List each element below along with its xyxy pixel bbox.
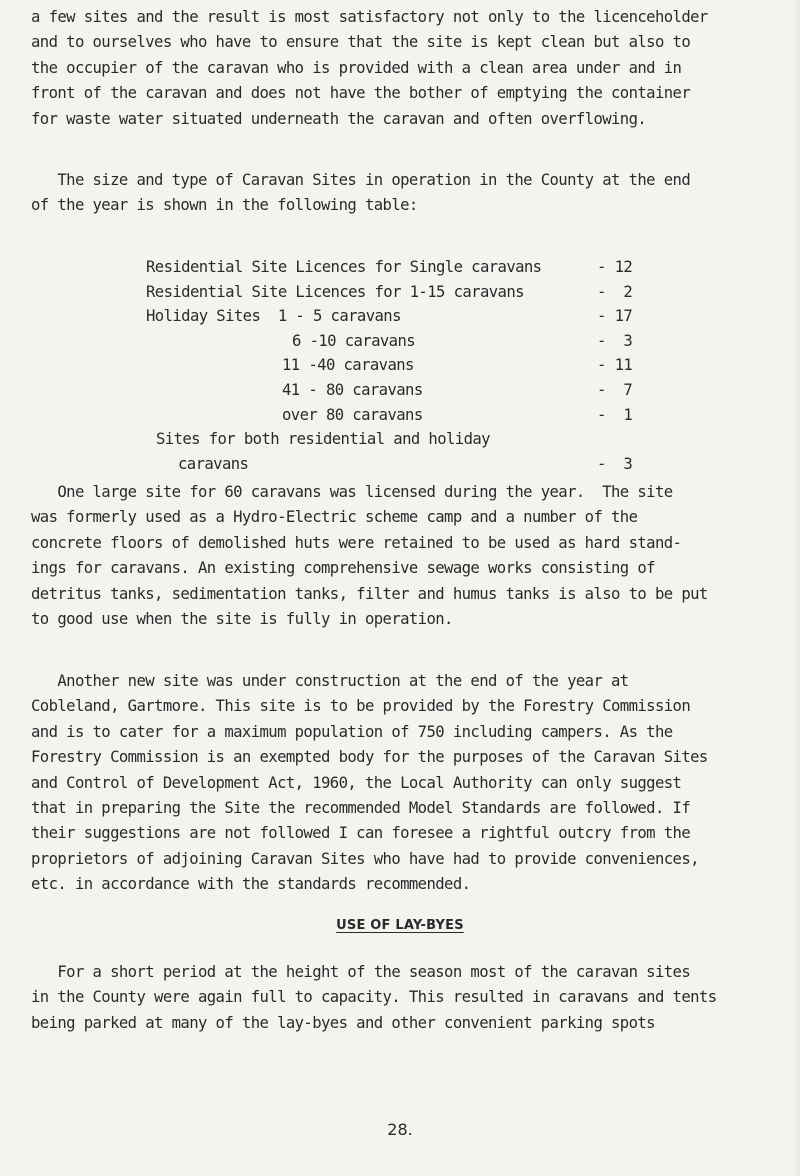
row-value: - 3 [597,331,633,350]
text-line: was formerly used as a Hydro-Electric scheme camp and a number of the [31,508,638,527]
text-line: For a short period at the height of the season most of the caravan sites [31,963,691,981]
text-line: being parked at many of the lay-byes and other convenient parking spots [31,1013,655,1032]
large-site-paragraph [31,480,791,632]
new-site-paragraph [31,669,791,898]
row-value: - 17 [597,307,633,326]
text-line: concrete floors of demolished huts were retained to be used as hard stand- [31,533,682,552]
table-row [146,427,686,452]
page-edge-shadow [792,0,800,1176]
page-number: 28. [387,1120,413,1139]
text-line: Another new site was under construction at the end of the year at [31,672,629,690]
row-label: Residential Site Licences for Single caravans [146,258,542,276]
row-value: - 3 [597,454,633,473]
text-line: Cobleland, Gartmore. This site is to be provided by the Forestry Commission [31,697,691,716]
text-line: The size and type of Caravan Sites in operation in the County at the end [31,171,691,189]
table-row [146,329,686,354]
text-line: the occupier of the caravan who is provided with a clean area under and in [31,58,682,77]
text-line: One large site for 60 caravans was licensed during the year. The site [31,483,673,501]
row-label: over 80 caravans [282,405,423,424]
row-value: - 7 [597,380,633,399]
row-label: Sites for both residential and holiday [156,430,490,449]
row-label: caravans [178,454,249,473]
table-row [146,452,686,477]
row-label: 11 -40 caravans [282,356,414,375]
row-label: Holiday Sites 1 - 5 caravans [146,307,401,326]
section-heading: USE OF LAY-BYES [336,918,464,933]
text-line: for waste water situated underneath the caravan and often overflowing. [31,109,647,128]
caravan-sites-table [146,255,686,476]
row-label: Residential Site Licences for 1-15 caravans [146,282,524,301]
row-value: - 2 [597,282,633,301]
text-line: and is to cater for a maximum population of 750 including campers. As the [31,722,673,741]
text-line: proprietors of adjoining Caravan Sites who have had to provide conveniences, [31,849,699,868]
table-row [146,378,686,403]
table-row [146,280,686,305]
lay-byes-paragraph [31,960,791,1036]
intro-paragraph [31,5,791,132]
text-line: etc. in accordance with the standards recommended. [31,875,471,894]
table-row [146,403,686,428]
row-label: 41 - 80 caravans [282,380,423,399]
text-line: to good use when the site is fully in operation. [31,609,453,628]
table-row [146,353,686,378]
text-line: of the year is shown in the following table: [31,196,418,215]
text-line: in the County were again full to capacity. This resulted in caravans and tents [31,988,717,1007]
text-line: and to ourselves who have to ensure that the site is kept clean but also to [31,33,691,52]
row-value: - 12 [597,258,633,276]
text-line: front of the caravan and does not have the bother of emptying the container [31,84,691,103]
text-line: their suggestions are not followed I can foresee a rightful outcry from the [31,824,691,843]
text-line: that in preparing the Site the recommended Model Standards are followed. If [31,798,691,817]
row-label: 6 -10 caravans [292,331,416,350]
row-value: - 11 [597,356,633,375]
table-row [146,255,686,280]
text-line: Forestry Commission is an exempted body for the purposes of the Caravan Sites [31,748,708,767]
table-intro-paragraph [31,168,791,219]
text-line: detritus tanks, sedimentation tanks, filter and humus tanks is also to be put [31,584,708,603]
row-value: - 1 [597,405,633,424]
text-line: ings for caravans. An existing comprehensive sewage works consisting of [31,559,655,578]
text-line: a few sites and the result is most satisfactory not only to the licenceholder [31,8,708,26]
table-row [146,304,686,329]
text-line: and Control of Development Act, 1960, the Local Authority can only suggest [31,773,682,792]
